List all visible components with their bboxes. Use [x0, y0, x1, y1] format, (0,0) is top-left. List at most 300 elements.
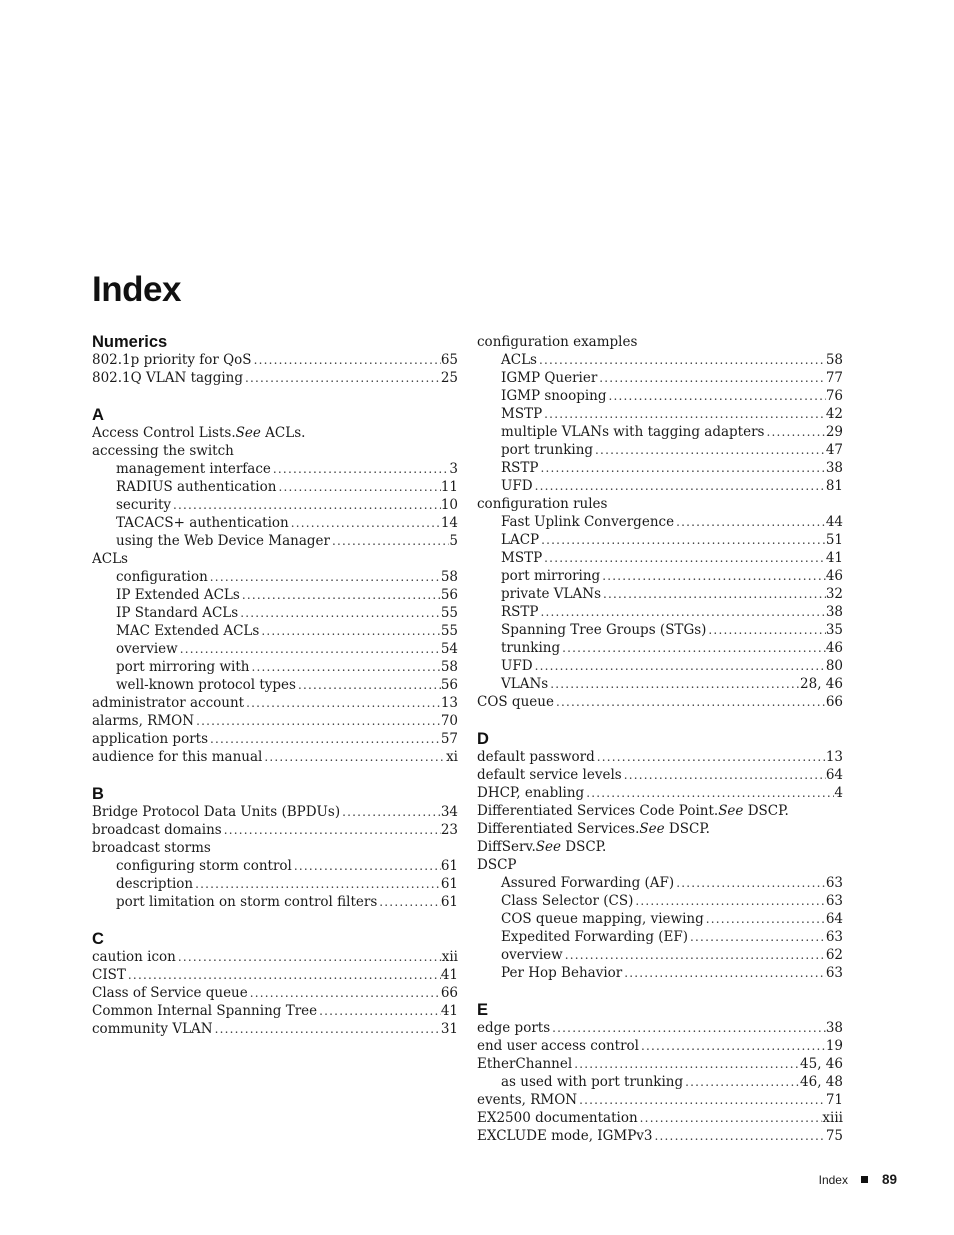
dot-leader: [248, 984, 441, 1002]
entry-term: configuration rules: [477, 496, 608, 512]
entry-term: well-known protocol types: [116, 677, 296, 693]
entry-term: ACLs: [92, 551, 128, 567]
dot-leader: [597, 369, 826, 387]
index-entry: [92, 1020, 458, 1038]
index-subentry: [477, 441, 843, 459]
entry-term: as used with port trunking: [501, 1074, 684, 1090]
see-reference-target: DSCP.: [560, 839, 607, 855]
dot-leader: [259, 622, 441, 640]
page-reference: 3: [449, 461, 458, 477]
index-subentry: [92, 532, 458, 550]
page-reference: 25: [440, 370, 458, 386]
dot-leader: [537, 351, 826, 369]
page-number: 89: [881, 1172, 897, 1187]
page-reference: 34: [440, 804, 458, 820]
dot-leader: [601, 585, 826, 603]
index-subentry: [92, 640, 458, 658]
page-reference: 56: [440, 677, 458, 693]
index-entry: [477, 856, 843, 874]
entry-term: DiffServ.: [477, 839, 536, 855]
dot-leader: [126, 966, 441, 984]
page-reference: 42: [825, 406, 843, 422]
see-reference-target: DSCP.: [743, 803, 789, 819]
section-heading: B: [92, 785, 104, 803]
entry-term: IP Standard ACLs: [116, 605, 239, 621]
index-entry: [477, 1127, 843, 1145]
entry-term: 802.1Q VLAN tagging: [92, 370, 243, 386]
index-subentry: [477, 387, 843, 405]
index-subentry: [477, 567, 843, 585]
index-entry: [477, 495, 843, 513]
index-section: [92, 930, 458, 1038]
page-title: Index: [92, 270, 181, 309]
dot-leader: [539, 531, 826, 549]
page-reference: 45, 46: [800, 1056, 843, 1072]
index-subentry: [477, 910, 843, 928]
index-entry: [477, 1091, 843, 1109]
entry-term: MSTP: [501, 550, 543, 566]
page-reference: 13: [440, 695, 458, 711]
section-heading: Numerics: [92, 333, 168, 351]
entry-term: administrator account: [92, 695, 245, 711]
page-reference: 63: [825, 929, 843, 945]
index-section: [477, 1001, 843, 1145]
dot-leader: [542, 405, 826, 423]
entry-term: EX2500 documentation: [477, 1110, 638, 1126]
index-entry: [92, 442, 458, 460]
entry-term: MAC Extended ACLs: [116, 623, 260, 639]
page-reference: xii: [441, 949, 458, 965]
index-entry: [477, 333, 843, 351]
entry-term: Differentiated Services Code Point.: [477, 803, 719, 819]
page-reference: 80: [825, 658, 843, 674]
dot-leader: [296, 676, 441, 694]
entry-term: broadcast domains: [92, 822, 222, 838]
dot-leader: [292, 857, 441, 875]
page-reference: 62: [825, 947, 843, 963]
entry-term: port mirroring with: [116, 659, 250, 675]
entry-term: overview: [116, 641, 178, 657]
entry-term: Assured Forwarding (AF): [501, 875, 675, 891]
index-entry: [477, 1055, 843, 1073]
entry-term: IGMP snooping: [501, 388, 607, 404]
entry-term: default service levels: [477, 767, 622, 783]
index-subentry: [477, 928, 843, 946]
dot-leader: [276, 478, 440, 496]
page-reference: 71: [825, 1092, 843, 1108]
dot-leader: [622, 766, 826, 784]
page-reference: 77: [825, 370, 843, 386]
dot-leader: [764, 423, 825, 441]
entry-term: Common Internal Spanning Tree: [92, 1003, 318, 1019]
page-reference: 5: [449, 533, 458, 549]
dot-leader: [240, 586, 441, 604]
entry-term: COS queue: [477, 694, 554, 710]
index-entry: [92, 948, 458, 966]
index-section: [92, 333, 458, 387]
dot-leader: [653, 1127, 826, 1145]
entry-term: edge ports: [477, 1020, 551, 1036]
entry-term: broadcast storms: [92, 840, 211, 856]
dot-leader: [340, 803, 441, 821]
entry-term: port mirroring: [501, 568, 601, 584]
page-reference: 76: [825, 388, 843, 404]
dot-leader: [674, 513, 826, 531]
entry-term: management interface: [116, 461, 271, 477]
dot-leader: [289, 514, 441, 532]
dot-leader: [539, 603, 826, 621]
entry-term: RADIUS authentication: [116, 479, 277, 495]
index-subentry: [92, 586, 458, 604]
page-reference: 29: [825, 424, 843, 440]
page-reference: 58: [440, 569, 458, 585]
entry-term: EtherChannel: [477, 1056, 573, 1072]
dot-leader: [633, 892, 825, 910]
entry-term: Spanning Tree Groups (STGs): [501, 622, 707, 638]
index-entry: [92, 966, 458, 984]
index-subentry: [92, 460, 458, 478]
dot-leader: [572, 1055, 800, 1073]
entry-term: configuration examples: [477, 334, 638, 350]
dot-leader: [639, 1037, 826, 1055]
dot-leader: [674, 874, 826, 892]
index-entry: [477, 838, 843, 856]
page-reference: 66: [825, 694, 843, 710]
page-reference: 51: [825, 532, 843, 548]
index-subentry: [477, 621, 843, 639]
entry-term: LACP: [501, 532, 540, 548]
index-entry: [477, 748, 843, 766]
dot-leader: [533, 657, 826, 675]
entry-term: DHCP, enabling: [477, 785, 585, 801]
dot-leader: [584, 784, 834, 802]
entry-term: RSTP: [501, 604, 539, 620]
page-reference: 4: [834, 785, 843, 801]
see-reference-label: See: [235, 425, 261, 441]
see-reference-label: See: [718, 803, 744, 819]
dot-leader: [208, 730, 441, 748]
page-reference: 46: [825, 640, 843, 656]
dot-leader: [638, 1109, 823, 1127]
index-subentry: [477, 351, 843, 369]
page-reference: 38: [825, 460, 843, 476]
dot-leader: [193, 875, 441, 893]
dot-leader: [243, 369, 441, 387]
page-reference: 63: [825, 893, 843, 909]
index-subentry: [92, 568, 458, 586]
section-heading: D: [477, 730, 489, 748]
index-subentry: [92, 622, 458, 640]
entry-term: description: [116, 876, 194, 892]
page-reference: 35: [825, 622, 843, 638]
entry-term: overview: [501, 947, 563, 963]
dot-leader: [244, 694, 441, 712]
entry-term: trunking: [501, 640, 561, 656]
index-subentry: [477, 946, 843, 964]
dot-leader: [548, 675, 800, 693]
page-reference: 28, 46: [800, 676, 843, 692]
dot-leader: [533, 477, 826, 495]
dot-leader: [595, 748, 826, 766]
footer-square-bullet: [861, 1176, 868, 1183]
page-reference: 61: [440, 894, 458, 910]
index-subentry: [477, 459, 843, 477]
entry-term: EXCLUDE mode, IGMPv3: [477, 1128, 653, 1144]
index-entry: [92, 803, 458, 821]
dot-leader: [176, 948, 442, 966]
page-reference: 41: [440, 967, 458, 983]
index-subentry: [92, 857, 458, 875]
index-entry: [92, 550, 458, 568]
entry-term: COS queue mapping, viewing: [501, 911, 704, 927]
dot-leader: [542, 549, 826, 567]
dot-leader: [622, 964, 826, 982]
entry-term: VLANs: [501, 676, 549, 692]
dot-leader: [593, 441, 826, 459]
page-reference: 44: [825, 514, 843, 530]
index-entry: [477, 1019, 843, 1037]
dot-leader: [262, 748, 446, 766]
dot-leader: [208, 568, 441, 586]
page-reference: 38: [825, 604, 843, 620]
page-reference: 57: [440, 731, 458, 747]
entry-term: port trunking: [501, 442, 594, 458]
page-reference: 61: [440, 876, 458, 892]
page-reference: 64: [825, 767, 843, 783]
entry-term: application ports: [92, 731, 209, 747]
see-reference-target: DSCP.: [664, 821, 710, 837]
entry-term: audience for this manual: [92, 749, 263, 765]
index-section: [92, 406, 458, 766]
dot-leader: [560, 639, 826, 657]
page-reference: 32: [825, 586, 843, 602]
entry-term: security: [116, 497, 171, 513]
entry-term: port limitation on storm control filters: [116, 894, 378, 910]
section-heading: A: [92, 406, 104, 424]
entry-term: RSTP: [501, 460, 539, 476]
page-reference: 38: [825, 1020, 843, 1036]
page-reference: 61: [440, 858, 458, 874]
dot-leader: [317, 1002, 441, 1020]
dot-leader: [222, 821, 441, 839]
page-reference: 14: [440, 515, 458, 531]
entry-term: UFD: [501, 658, 533, 674]
dot-leader: [238, 604, 441, 622]
index-subentry: [92, 658, 458, 676]
entry-term: default password: [477, 749, 595, 765]
page-reference: xiii: [822, 1110, 843, 1126]
index-entry: [92, 839, 458, 857]
dot-leader: [171, 496, 441, 514]
index-subentry: [477, 964, 843, 982]
page-reference: 64: [825, 911, 843, 927]
index-subentry: [92, 514, 458, 532]
index-subentry: [92, 604, 458, 622]
index-section: [477, 333, 843, 711]
entry-term: CIST: [92, 967, 126, 983]
index-column-left: [92, 333, 458, 1038]
index-entry: [477, 1109, 843, 1127]
entry-term: alarms, RMON: [92, 713, 195, 729]
index-subentry: [477, 657, 843, 675]
index-entry: [477, 693, 843, 711]
page-reference: 11: [440, 479, 458, 495]
page-reference: 31: [440, 1021, 458, 1037]
index-subentry: [477, 405, 843, 423]
page-reference: 58: [440, 659, 458, 675]
dot-leader: [607, 387, 826, 405]
entry-term: accessing the switch: [92, 443, 234, 459]
index-entry: [477, 784, 843, 802]
index-entry: [92, 984, 458, 1002]
entry-term: Class Selector (CS): [501, 893, 634, 909]
index-subentry: [92, 478, 458, 496]
entry-term: Per Hop Behavior: [501, 965, 623, 981]
index-subentry: [477, 369, 843, 387]
index-subentry: [92, 496, 458, 514]
page-reference: 56: [440, 587, 458, 603]
page-reference: 46: [825, 568, 843, 584]
index-entry: [92, 712, 458, 730]
index-entry: [477, 820, 843, 838]
page-reference: 75: [825, 1128, 843, 1144]
entry-term: end user access control: [477, 1038, 639, 1054]
entry-term: community VLAN: [92, 1021, 213, 1037]
page-reference: 47: [825, 442, 843, 458]
index-subentry: [477, 513, 843, 531]
page-reference: 58: [825, 352, 843, 368]
entry-term: ACLs: [501, 352, 537, 368]
entry-term: MSTP: [501, 406, 543, 422]
index-subentry: [92, 875, 458, 893]
see-reference-label: See: [639, 821, 665, 837]
index-entry: [92, 1002, 458, 1020]
entry-term: using the Web Device Manager: [116, 533, 330, 549]
dot-leader: [554, 693, 826, 711]
index-entry: [477, 1037, 843, 1055]
index-subentry: [477, 874, 843, 892]
page-reference: 41: [825, 550, 843, 566]
page-reference: 19: [825, 1038, 843, 1054]
see-reference-label: See: [535, 839, 561, 855]
index-section: [477, 730, 843, 982]
dot-leader: [194, 712, 441, 730]
index-entry: [92, 694, 458, 712]
entry-term: caution icon: [92, 949, 176, 965]
index-subentry: [92, 893, 458, 911]
index-subentry: [477, 423, 843, 441]
index-subentry: [477, 892, 843, 910]
index-entry: [477, 802, 843, 820]
index-subentry: [477, 1073, 843, 1091]
entry-term: configuring storm control: [116, 858, 292, 874]
dot-leader: [706, 621, 825, 639]
index-subentry: [477, 531, 843, 549]
dot-leader: [249, 658, 440, 676]
index-entry: [92, 424, 458, 442]
dot-leader: [271, 460, 450, 478]
footer-section-label: Index: [818, 1172, 848, 1187]
entry-term: 802.1p priority for QoS: [92, 352, 252, 368]
index-subentry: [92, 676, 458, 694]
entry-term: TACACS+ authentication: [116, 515, 289, 531]
dot-leader: [377, 893, 441, 911]
page-reference: 55: [440, 623, 458, 639]
index-section: [92, 785, 458, 911]
page-reference: 65: [440, 352, 458, 368]
index-subentry: [477, 639, 843, 657]
dot-leader: [683, 1073, 800, 1091]
entry-term: configuration: [116, 569, 208, 585]
dot-leader: [252, 351, 441, 369]
page-reference: 63: [825, 965, 843, 981]
dot-leader: [577, 1091, 826, 1109]
index-entry: [92, 748, 458, 766]
index-entry: [92, 369, 458, 387]
dot-leader: [600, 567, 826, 585]
dot-leader: [688, 928, 826, 946]
section-heading: E: [477, 1001, 489, 1019]
index-entry: [477, 766, 843, 784]
page-reference: 13: [825, 749, 843, 765]
index-subentry: [477, 477, 843, 495]
entry-term: IGMP Querier: [501, 370, 598, 386]
page-reference: 54: [440, 641, 458, 657]
page-reference: xi: [446, 749, 458, 765]
entry-term: UFD: [501, 478, 533, 494]
dot-leader: [178, 640, 441, 658]
index-entry: [92, 821, 458, 839]
page-reference: 66: [440, 985, 458, 1001]
index-subentry: [477, 549, 843, 567]
page-reference: 55: [440, 605, 458, 621]
dot-leader: [563, 946, 826, 964]
dot-leader: [550, 1019, 826, 1037]
dot-leader: [213, 1020, 441, 1038]
entry-term: Bridge Protocol Data Units (BPDUs): [92, 804, 341, 820]
index-subentry: [477, 675, 843, 693]
dot-leader: [704, 910, 826, 928]
index-column-right: [477, 333, 843, 1145]
page-reference: 10: [440, 497, 458, 513]
entry-term: Access Control Lists.: [92, 425, 236, 441]
entry-term: Class of Service queue: [92, 985, 248, 1001]
page-reference: 81: [825, 478, 843, 494]
page-reference: 46, 48: [800, 1074, 843, 1090]
entry-term: IP Extended ACLs: [116, 587, 240, 603]
entry-term: multiple VLANs with tagging adapters: [501, 424, 765, 440]
dot-leader: [539, 459, 826, 477]
entry-term: Differentiated Services.: [477, 821, 640, 837]
page-reference: 70: [440, 713, 458, 729]
entry-term: Expedited Forwarding (EF): [501, 929, 689, 945]
page-reference: 23: [440, 822, 458, 838]
entry-term: DSCP: [477, 857, 517, 873]
dot-leader: [330, 532, 449, 550]
index-subentry: [477, 585, 843, 603]
index-entry: [92, 730, 458, 748]
entry-term: private VLANs: [501, 586, 601, 602]
see-reference-target: ACLs.: [260, 425, 306, 441]
entry-term: events, RMON: [477, 1092, 578, 1108]
index-subentry: [477, 603, 843, 621]
page-footer: [819, 1172, 897, 1187]
page-reference: 41: [440, 1003, 458, 1019]
page-reference: 63: [825, 875, 843, 891]
entry-term: Fast Uplink Convergence: [501, 514, 675, 530]
section-heading: C: [92, 930, 104, 948]
index-entry: [92, 351, 458, 369]
